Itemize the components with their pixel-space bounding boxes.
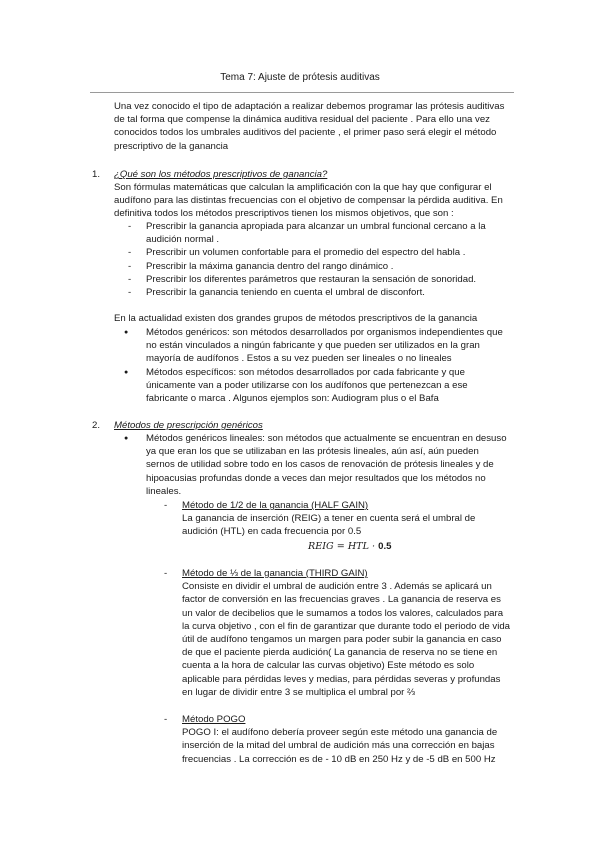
intro-line: de tal forma que compense la dinámica auditiva residual del paciente . Para ello una vez <box>114 114 490 126</box>
list-item: - Prescribir la máxima ganancia dentro del rango dinámico . <box>146 260 526 273</box>
list-item: - Método de ⅓ de la ganancia (THIRD GAIN) Consiste en dividir el umbral de audición entre 3 . Además se aplicará un factor de conversión en las frecuencias graves . La ganancia de reserva es un valor de decibelios que le sumamos a todos los valores, calculados para la curva objetivo , con el fin de garantizar que durante todo el periodo de vida útil de audífono tengamos un margen para poder subir la ganancia en caso de que el paciente pierda audición( La ganancia de reserva no se tiene en cuenta a la hora de calcular las curvas objetivo) Este método es solo aplicable para pérdidas leves y medias, para pérdidas severas y profundas en lugar de dividir entre 3 se multiplica el umbral por ⅔ <box>182 567 522 699</box>
pogo-method <box>182 713 522 766</box>
list-item: - Método POGO POGO I: el audífono debería proveer según este método una ganancia de inserción de la mitad del umbral de audición más una corrección en bajas frecuencias . La corrección es de - 10 dB en 250 Hz y de -5 dB en 500 Hz <box>182 713 522 766</box>
list-item: - Prescribir la ganancia apropiada para alcanzar un umbral funcional cercano a la audición normal . <box>146 220 526 246</box>
section-2-heading: Métodos de prescripción genéricos <box>114 420 263 431</box>
list-item: - Prescribir un volumen confortable para el promedio del espectro del habla . <box>146 246 526 259</box>
groups-intro: En la actualidad existen dos grandes grupos de métodos prescriptivos de la ganancia <box>114 313 478 324</box>
intro-line: Una vez conocido el tipo de adaptación a realizar debemos programar las prótesis auditivas <box>114 101 505 112</box>
section-1-body <box>114 181 534 221</box>
section-1-number: 1. <box>92 169 101 180</box>
intro-line: prescriptivo de la ganancia <box>114 140 229 152</box>
section-1-heading: ¿Qué son los métodos prescriptivos de ganancia? <box>114 169 328 180</box>
list-item: ● Métodos específicos: son métodos desarrollados por cada fabricante y que únicamente van a poder utilizarse con los audífonos que pertenezcan a ese fabricante o marca . Algunos ejemplos son: Audiogram plus o el Bafa <box>146 366 526 406</box>
third-gain-title: - Método de ⅓ de la ganancia (THIRD GAIN) <box>182 568 368 579</box>
section-2-number: 2. <box>92 420 101 431</box>
third-gain-method <box>182 567 522 699</box>
intro-line: conocidos todos los umbrales auditivos del paciente , el primer paso será elegir el método <box>114 127 497 139</box>
pogo-title: - Método POGO <box>182 714 246 725</box>
list-item: - Prescribir la ganancia teniendo en cuenta el umbral de disconfort. <box>146 286 526 299</box>
list-item: ● Métodos genéricos lineales: son métodos que actualmente se encuentran en desuso ya que eran los que se utilizaban en las prótesis lineales, aún así, aún pueden sernos de utilidad sobre todo en los casos de renovación de prótesis lineales y de hipoacusias profundas donde a veces dan mejor resultados que los métodos no lineales. <box>146 432 526 498</box>
body-line: definitiva todos los métodos prescriptivos tienen los mismos objetivos, que son : <box>114 208 454 220</box>
body-line: Son fórmulas matemáticas que calculan la amplificación con la que hay que configurar el <box>114 182 492 193</box>
groups-list <box>146 326 526 405</box>
list-item: - Método de 1/2 de la ganancia (HALF GAIN) La ganancia de inserción (REIG) a tener en cuenta será el umbral de audición (HTL) en cada frecuencia por 0.5 <box>182 499 522 539</box>
body-line: audífono para las distintas frecuencias con el objetivo de compensar la pérdida auditiva. En <box>114 195 503 207</box>
objectives-list <box>146 220 526 299</box>
half-gain-title: - Método de 1/2 de la ganancia (HALF GAIN) <box>182 500 369 511</box>
header-divider <box>90 92 514 93</box>
half-gain-formula: REIG = HTL · 0.5 <box>308 541 392 552</box>
half-gain-method <box>182 499 522 539</box>
page-header-title: Tema 7: Ajuste de prótesis auditivas <box>220 72 380 83</box>
intro-paragraph <box>114 100 534 153</box>
list-item: - Prescribir los diferentes parámetros que restauran la sensación de sonoridad. <box>146 273 526 286</box>
linear-methods-list <box>146 432 526 498</box>
list-item: ● Métodos genéricos: son métodos desarrollados por organismos independientes que no están vinculados a ningún fabricante y que pueden ser utilizados en la gran mayoría de audífonos . Estos a su vez pueden ser lineales o no lineales <box>146 326 526 366</box>
